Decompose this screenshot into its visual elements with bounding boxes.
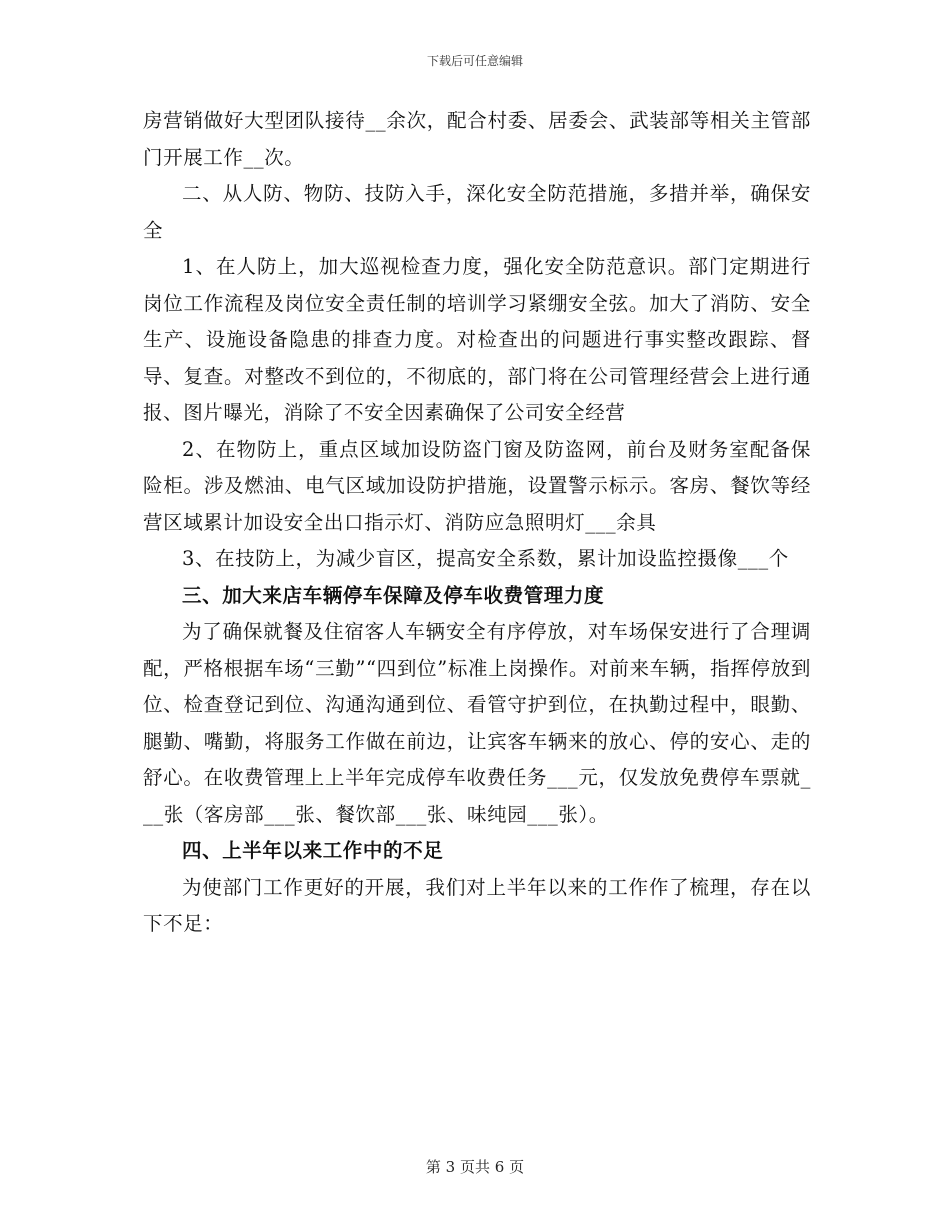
paragraph-civil-defense: 1、在人防上，加大巡视检查力度，强化安全防范意识。部门定期进行岗位工作流程及岗位安全责任制的培训学习紧绷安全弦。加大了消防、安全生产、设施设备隐患的排查力度。对检查出的问题进行事实整改跟踪、督导、复查。对整改不到位的，不彻底的，部门将在公司管理经营会上进行通报、图片曝光，消除了不安全因素确保了公司安全经营 (143, 255, 811, 424)
paragraph-parking-management: 为了确保就餐及住宿客人车辆安全有序停放，对车场保安进行了合理调配，严格根据车场“三勤”“四到位”标准上岗操作。对前来车辆，指挥停放到位、检查登记到位、沟通沟通到位、看管守护到位，在执勤过程中，眼勤、腿勤、嘴勤，将服务工作做在前边，让宾客车辆来的放心、停的安心、走的舒心。在收费管理上上半年完成停车收费任务___元，仅发放免费停车票就___张（客房部___张、餐饮部___张、味纯园___张）。 (143, 620, 811, 826)
paragraph-shortcomings: 为使部门工作更好的开展，我们对上半年以来的工作作了梳理，存在以下不足： (143, 875, 811, 935)
page-header: 下载后可任意编辑 (426, 54, 523, 68)
paragraph-technical-defense: 3、在技防上，为减少盲区，提高安全系数，累计加设监控摄像___个 (182, 547, 789, 570)
page-footer: 第 3 页共 6 页 (425, 1158, 525, 1176)
paragraph-continuation: 房营销做好大型团队接待__余次，配合村委、居委会、武装部等相关主管部门开展工作__次。 (143, 109, 811, 169)
heading-section-four: 四、上半年以来工作中的不足 (182, 839, 444, 862)
heading-section-three: 三、加大来店车辆停车保障及停车收费管理力度 (182, 583, 605, 607)
document-body (143, 103, 811, 943)
paragraph-physical-defense: 2、在物防上，重点区域加设防盗门窗及防盗网，前台及财务室配备保险柜。涉及燃油、电气区域加设防护措施，设置警示标示。客房、餐饮等经营区域累计加设安全出口指示灯、消防应急照明灯___余具 (143, 437, 811, 534)
paragraph-section-two-title: 二、从人防、物防、技防入手，深化安全防范措施，多措并举，确保安全 (143, 182, 811, 242)
